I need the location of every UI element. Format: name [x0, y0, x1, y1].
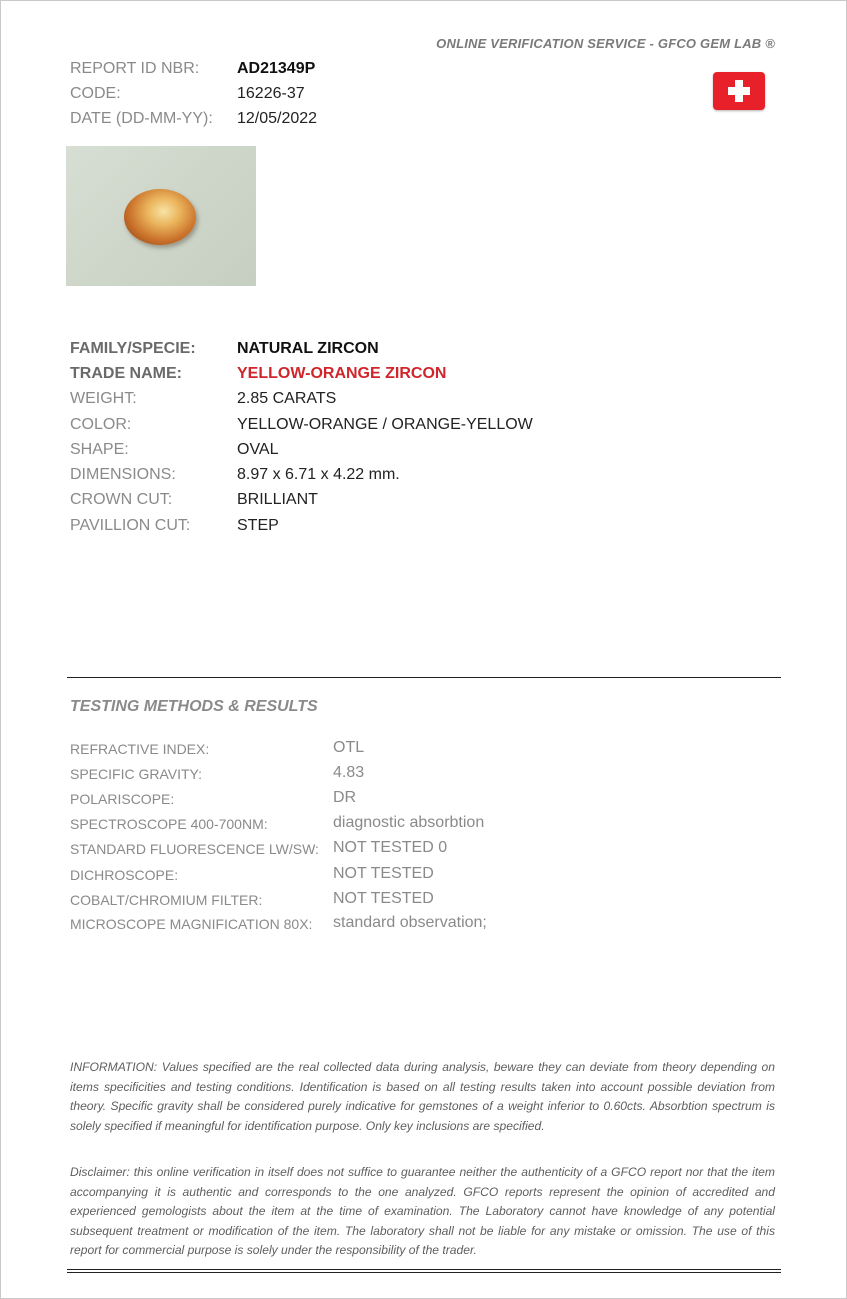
date-value: 12/05/2022: [237, 110, 318, 127]
test-value: NOT TESTED: [333, 890, 434, 907]
oval-gem-image: [124, 189, 196, 245]
family-label: FAMILY/SPECIE:: [70, 340, 196, 357]
trade-name-value: YELLOW-ORANGE ZIRCON: [237, 365, 447, 382]
footer-rule-bottom: [67, 1272, 781, 1273]
code-value: 16226-37: [237, 85, 305, 102]
test-value: DR: [333, 789, 357, 806]
swiss-flag-icon: [713, 72, 765, 110]
dimensions-value: 8.97 x 6.71 x 4.22 mm.: [237, 466, 400, 483]
test-label: STANDARD FLUORESCENCE LW/SW:: [70, 841, 319, 857]
crown-cut-label: CROWN CUT:: [70, 491, 173, 508]
test-value: OTL: [333, 739, 365, 756]
shape-value: OVAL: [237, 441, 279, 458]
pavillion-cut-label: PAVILLION CUT:: [70, 517, 191, 534]
verification-service-title: ONLINE VERIFICATION SERVICE - GFCO GEM LAB ®: [436, 36, 775, 51]
test-label: REFRACTIVE INDEX:: [70, 741, 210, 757]
pavillion-cut-value: STEP: [237, 517, 279, 534]
test-value: NOT TESTED 0: [333, 839, 448, 856]
section-divider: [67, 677, 781, 678]
test-label: POLARISCOPE:: [70, 791, 175, 807]
test-label: DICHROSCOPE:: [70, 867, 179, 883]
report-id-value: AD21349P: [237, 60, 316, 77]
shape-label: SHAPE:: [70, 441, 129, 458]
test-value: 4.83: [333, 764, 365, 781]
color-label: COLOR:: [70, 416, 132, 433]
test-label: MICROSCOPE MAGNIFICATION 80X:: [70, 916, 313, 932]
weight-label: WEIGHT:: [70, 390, 137, 407]
testing-section-title: TESTING METHODS & RESULTS: [70, 698, 318, 715]
date-label: DATE (DD-MM-YY):: [70, 110, 213, 127]
disclaimer-paragraph: Disclaimer: this online verification in itself does not suffice to guarantee neither the authenticity of a GFCO report nor that the item accompanying it is authentic and corresponds to the one analyzed. GFCO reports represent the opinion of accredited and experienced gemologists about the item at the time of examination. The Laboratory cannot have knowledge of any potential subsequent treatment or modification of the item. The laboratory shall not be liable for any mistake or omission. The use of this report for commercial purpose is solely under the responsibility of the trader.: [70, 1165, 775, 1258]
dimensions-label: DIMENSIONS:: [70, 466, 176, 483]
information-paragraph: INFORMATION: Values specified are the real collected data during analysis, beware they can deviate from theory depending on items specificities and testing conditions. Identification is based on all testing results taken into account possible deviation from theory. Specific gravity shall be considered purely indicative for gemstones of a weight inferior to 0.60cts. Absorbtion spectrum is solely specified if meaningful for identification purpose. Only key inclusions are specified.: [70, 1060, 775, 1133]
test-value: standard observation;: [333, 914, 487, 931]
footer-rule-top: [67, 1269, 781, 1270]
crown-cut-value: BRILLIANT: [237, 491, 318, 508]
code-label: CODE:: [70, 85, 121, 102]
color-value: YELLOW-ORANGE / ORANGE-YELLOW: [237, 416, 533, 433]
trade-name-label: TRADE NAME:: [70, 365, 182, 382]
gemstone-photo: [66, 146, 256, 286]
report-id-label: REPORT ID NBR:: [70, 60, 200, 77]
test-value: diagnostic absorbtion: [333, 814, 485, 831]
family-value: NATURAL ZIRCON: [237, 340, 379, 357]
test-label: COBALT/CHROMIUM FILTER:: [70, 892, 263, 908]
test-value: NOT TESTED: [333, 865, 434, 882]
weight-value: 2.85 CARATS: [237, 390, 337, 407]
test-label: SPECTROSCOPE 400-700NM:: [70, 816, 268, 832]
test-label: SPECIFIC GRAVITY:: [70, 766, 202, 782]
